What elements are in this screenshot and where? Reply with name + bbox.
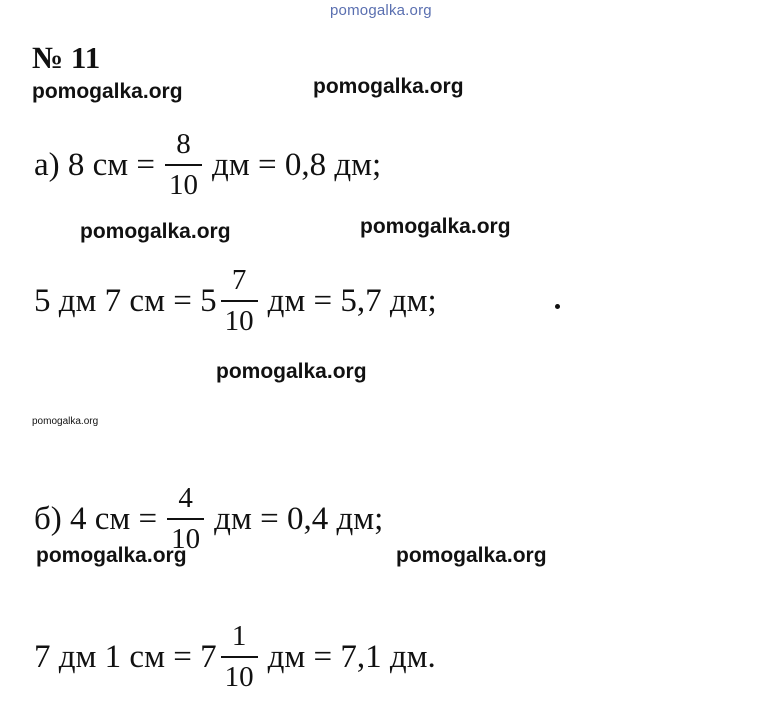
equation-a-1 (34, 130, 381, 200)
equation-left: б) 4 см = (34, 500, 158, 537)
watermark-small: pomogalka.org (32, 416, 99, 427)
equation-right: дм = 0,8 дм; (212, 146, 382, 183)
fraction-numerator: 4 (178, 482, 193, 514)
watermark: pomogalka.org (32, 80, 183, 103)
equation-left: 5 дм 7 см = 5 (34, 282, 217, 319)
fraction-denominator: 10 (169, 169, 199, 201)
fraction-denominator: 10 (224, 305, 254, 337)
watermark: pomogalka.org (36, 544, 187, 567)
equation-left: а) 8 см = (34, 146, 156, 183)
equation-b-2 (34, 622, 436, 692)
fraction (165, 130, 202, 200)
watermark: pomogalka.org (360, 215, 511, 238)
watermark: pomogalka.org (216, 360, 367, 383)
equation-left: 7 дм 1 см = 7 (34, 638, 217, 675)
equation-right: дм = 5,7 дм; (267, 282, 437, 319)
stray-dot (555, 304, 560, 309)
watermark: pomogalka.org (313, 75, 464, 98)
fraction-denominator: 10 (171, 523, 201, 555)
fraction-numerator: 1 (231, 620, 247, 652)
watermark: pomogalka.org (396, 544, 547, 567)
fraction-numerator: 8 (176, 128, 191, 160)
fraction-denominator: 10 (224, 661, 254, 693)
page-title: № 11 (32, 40, 101, 75)
equation-right: дм = 7,1 дм. (267, 638, 436, 675)
equation-a-2 (34, 266, 437, 336)
watermark: pomogalka.org (80, 220, 231, 243)
fraction (221, 622, 258, 692)
fraction-numerator: 7 (231, 264, 247, 296)
equation-right: дм = 0,4 дм; (214, 500, 384, 537)
fraction (221, 266, 258, 336)
watermark-top: pomogalka.org (330, 2, 432, 19)
